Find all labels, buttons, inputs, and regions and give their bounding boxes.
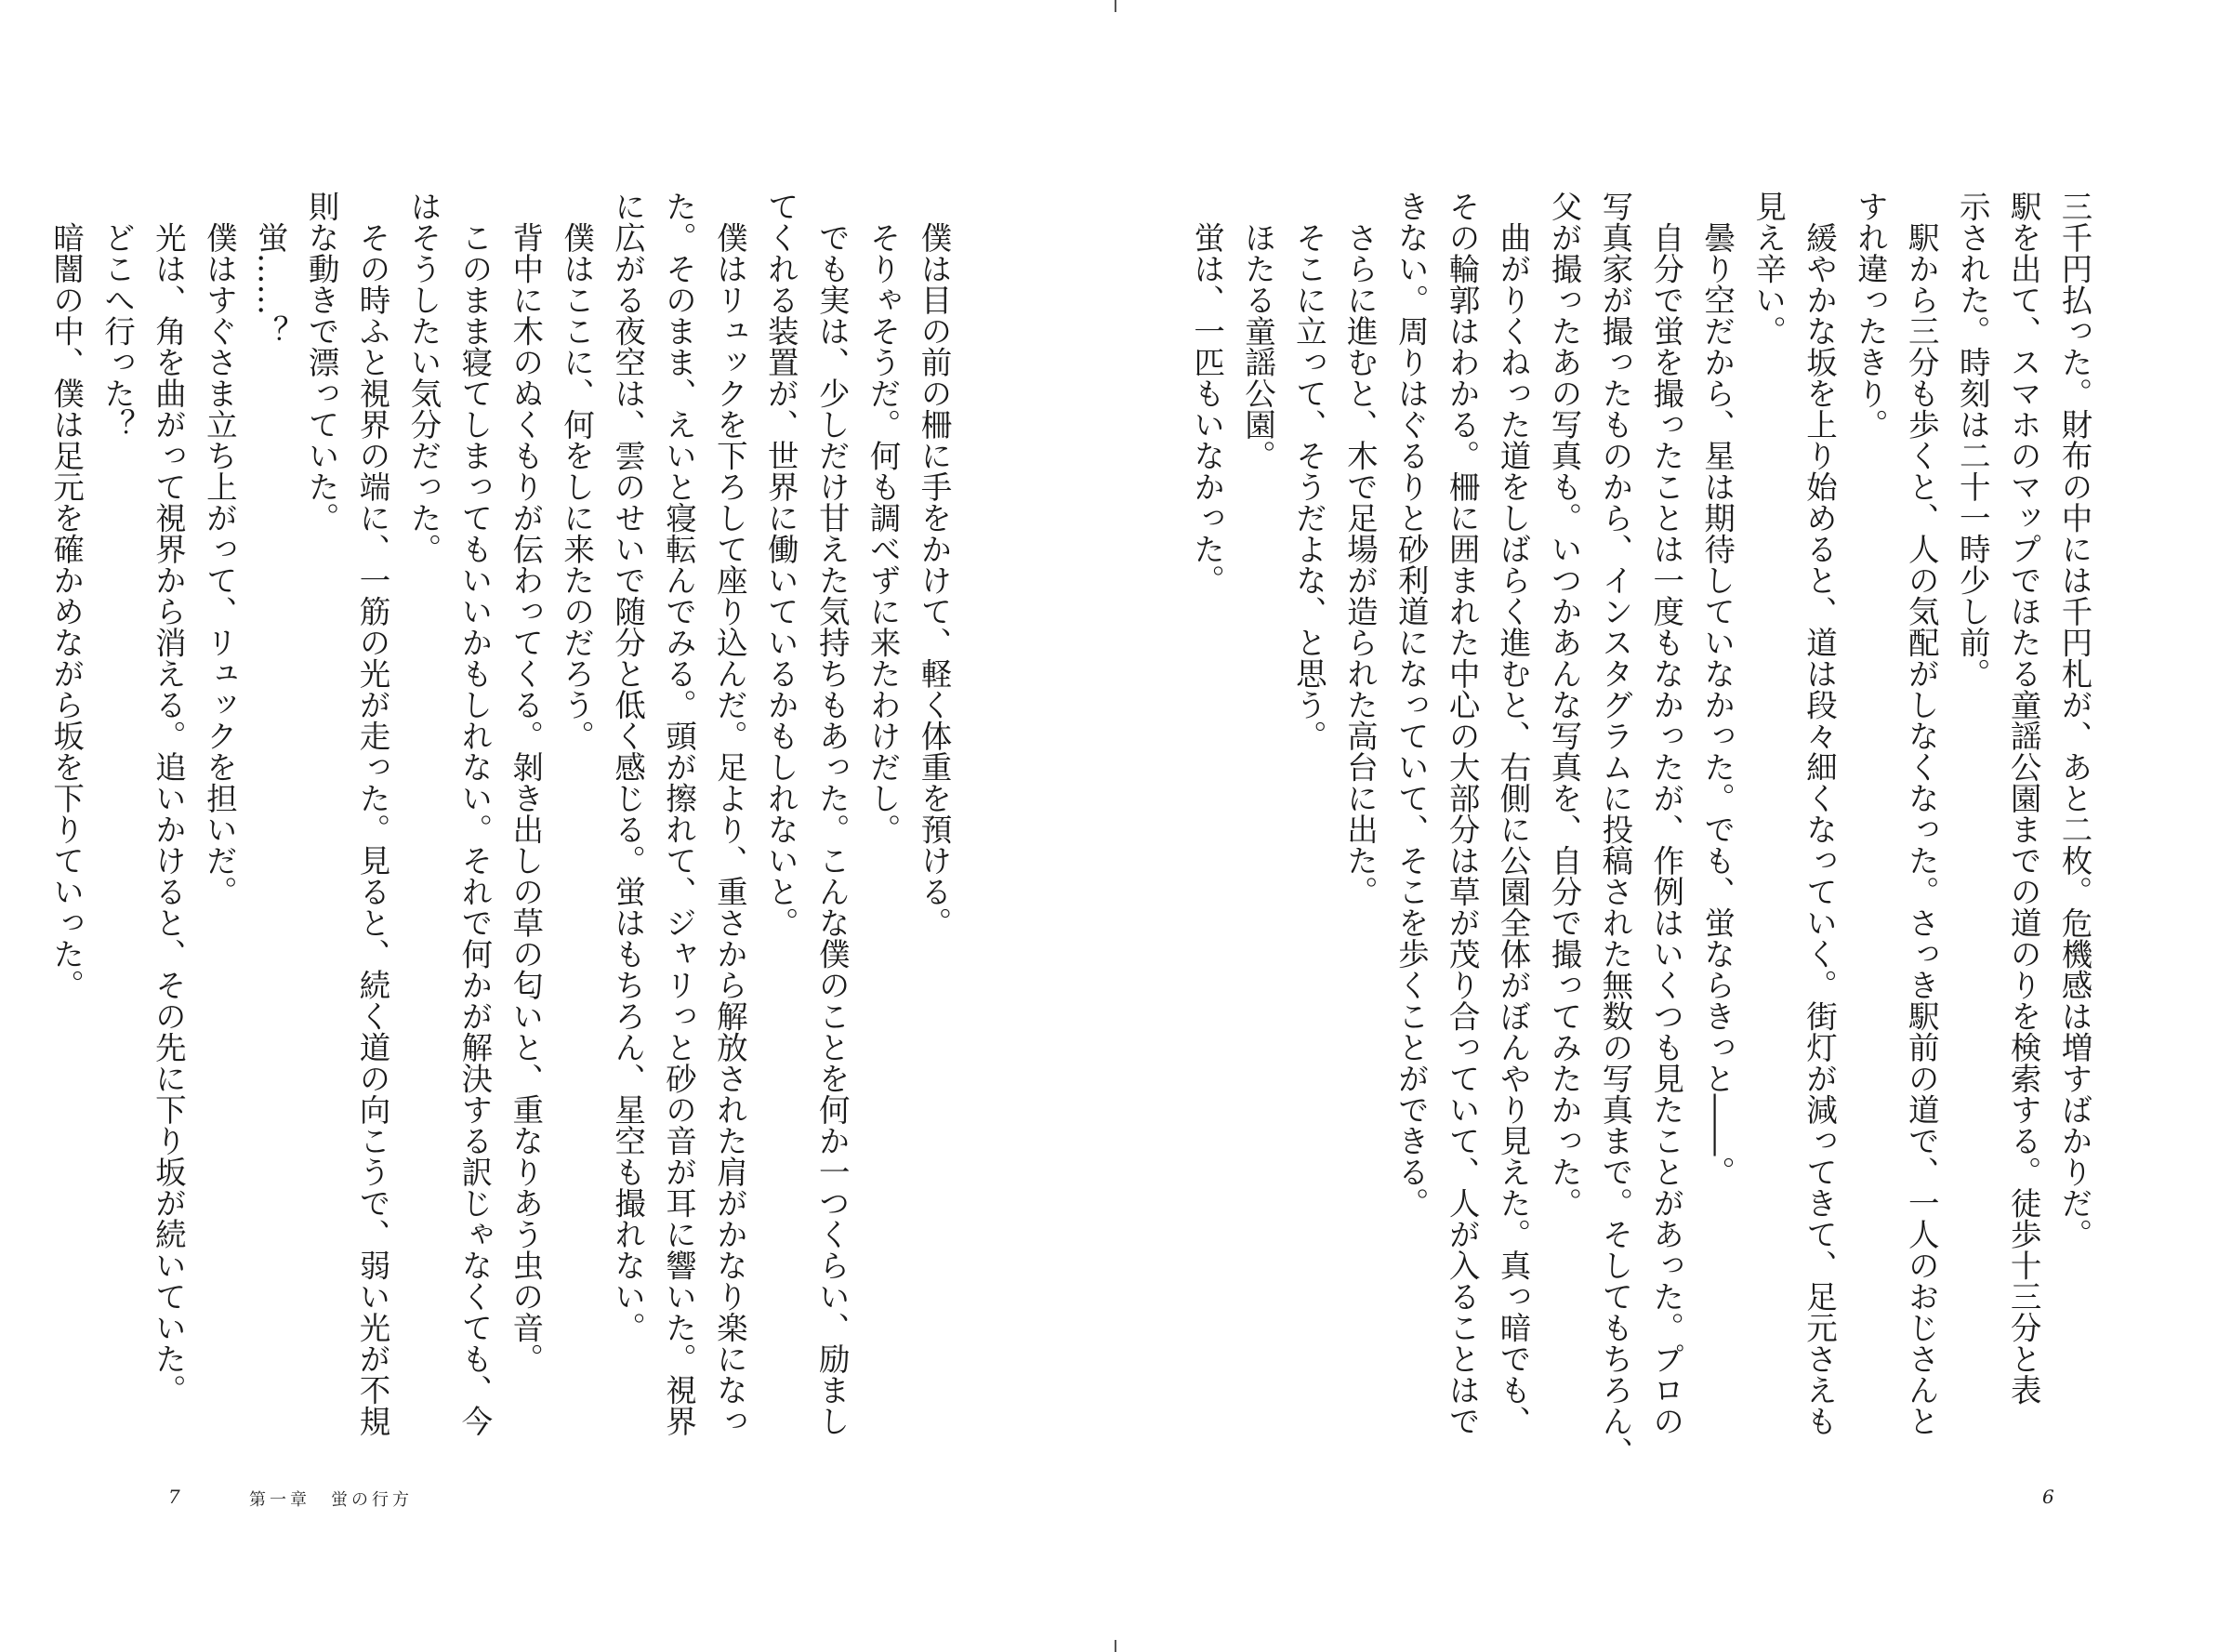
page-number-left: 7 [168,1486,180,1508]
text-line: そこに立って、そうだよな、と思う。 [1290,191,1327,751]
left-page-text [47,191,958,1483]
text-line: 蛍……？ [252,191,289,347]
text-line: 僕はすぐさま立ち上がって、リュックを担いだ。 [201,191,238,907]
text-line: さらに進むと、木で足場が造られた高台に出た。 [1341,191,1379,907]
right-page-text [1168,191,2099,1483]
text-line: その輪郭はわかる。柵に囲まれた中心の大部分は草が茂り合っていて、人が入ることはで [1444,191,1481,1436]
text-line: 僕はここに、何をしに来たのだろう。 [558,191,595,751]
text-line: 父が撮ったあの写真も。いつかあんな写真を、自分で撮ってみたかった。 [1545,191,1582,1219]
text-line: どこへ行った？ [99,191,136,440]
text-line: 自分で蛍を撮ったことは一度もなかったが、作例はいくつも見たことがあった。プロの [1647,191,1684,1436]
text-line: 示された。時刻は二十一時少し前。 [1954,191,1991,689]
text-line: た。そのまま、えいと寝転んでみる。頭が擦れて、ジャリっと砂の音が耳に響いた。視界 [660,191,697,1436]
crop-mark-bottom [1115,1640,1116,1652]
text-line: 三千円払った。財布の中には千円札が、あと二枚。危機感は増すばかりだ。 [2056,191,2092,1249]
page-number-right: 6 [2042,1486,2054,1508]
text-line: てくれる装置が、世界に働いているかもしれないと。 [762,191,799,938]
text-line: 駅を出て、スマホのマップでほたる童謡公園までの道のりを検索する。徒歩十三分と表 [2005,191,2042,1406]
text-line: 僕は目の前の柵に手をかけて、軽く体重を預ける。 [916,191,952,938]
text-line: でも実は、少しだけ甘えた気持ちもあった。こんな僕のことを何か一つくらい、励まし [813,191,851,1436]
crop-mark-top [1115,0,1116,12]
text-line: 写真家が撮ったものから、インスタグラムに投稿された無数の写真まで。そしてもちろん、 [1596,191,1633,1468]
text-line: 駅から三分も歩くと、人の気配がしなくなった。さっき駅前の道で、一人のおじさんと [1903,191,1940,1436]
text-line: 蛍は、一匹もいなかった。 [1188,191,1225,596]
text-line: 見え辛い。 [1749,191,1787,347]
running-head: 第一章 蛍の行方 [249,1490,413,1510]
text-line: 則な動きで漂っていた。 [303,191,340,534]
text-line: に広がる夜空は、雲のせいで随分と低く感じる。蛍はもちろん、星空も撮れない。 [609,191,646,1343]
text-line: 曲がりくねった道をしばらく進むと、右側に公園全体がぼんやり見えた。真っ暗でも、 [1495,191,1532,1436]
text-line: その時ふと視界の端に、一筋の光が走った。見ると、続く道の向こうで、弱い光が不規 [354,191,391,1436]
text-line: きない。周りはぐるりと砂利道になっていて、そこを歩くことができる。 [1393,191,1430,1219]
text-line: 僕はリュックを下ろして座り込んだ。足より、重さから解放された肩がかなり楽になっ [711,191,748,1436]
text-line: すれ違ったきり。 [1852,191,1889,440]
text-line: 光は、角を曲がって視界から消える。追いかけると、その先に下り坂が続いていた。 [150,191,187,1406]
text-line: 緩やかな坂を上り始めると、道は段々細くなっていく。街灯が減ってきて、足元さえも [1801,191,1838,1436]
text-line: 曇り空だから、星は期待していなかった。でも、蛍ならきっと――。 [1698,191,1736,1187]
text-line: ほたる童謡公園。 [1239,191,1276,471]
text-line: そりゃそうだ。何も調べずに来たわけだし。 [865,191,902,845]
text-line: このまま寝てしまってもいいかもしれない。それで何かが解決する訳じゃなくても、今 [455,191,493,1436]
text-line: 背中に木のぬくもりが伝わってくる。剝き出しの草の匂いと、重なりあう虫の音。 [507,191,544,1374]
text-line: はそうしたい気分だった。 [404,191,442,564]
text-line: 暗闇の中、僕は足元を確かめながら坂を下りていった。 [47,191,85,1000]
